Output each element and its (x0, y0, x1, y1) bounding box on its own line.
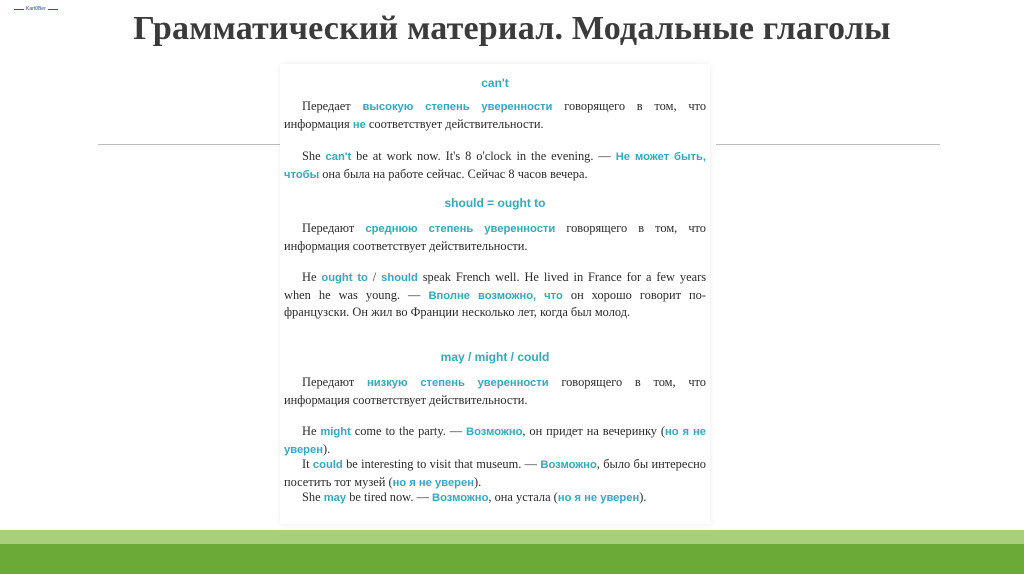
highlight: Возможно (466, 426, 523, 438)
grammar-scan (280, 64, 710, 524)
text: , он придет на вечеринку ( (522, 424, 666, 438)
highlight: но я не уверен (392, 476, 474, 489)
slide-title: Грамматический материал. Модальные глаголы (133, 10, 891, 47)
definition-should (284, 220, 706, 254)
text: Передают (302, 221, 366, 235)
text: ). (474, 474, 482, 489)
highlight: ought to (321, 272, 368, 284)
highlight: низкую степень уверенности (367, 377, 549, 389)
highlight: could (312, 459, 343, 471)
logo-text: Kart0Ber (26, 6, 46, 12)
text: It (302, 457, 313, 471)
text: ). (639, 490, 647, 504)
definition-cant (284, 98, 706, 133)
highlight: Возможно (432, 492, 489, 504)
text: Передает (302, 99, 363, 113)
text: be at work now. It's 8 o'clock in the evening. — (351, 149, 616, 163)
text: Передают (302, 375, 368, 389)
example-might (284, 423, 706, 458)
divider-left (98, 144, 280, 145)
text: , было бы интересно посетить тот музей ( (284, 457, 706, 489)
highlight: can't (325, 151, 352, 163)
example-cant (284, 148, 706, 183)
text: / (367, 270, 382, 284)
example-should (284, 269, 706, 321)
highlight: should (381, 272, 418, 284)
text: She (302, 490, 324, 504)
highlight: не (352, 118, 366, 131)
text: He (302, 424, 321, 438)
section-heading-may: may / might / could (440, 350, 550, 364)
example-may (284, 489, 706, 507)
text: He (302, 270, 322, 284)
text: be interesting to visit that museum. — (342, 457, 541, 471)
text: говорящего в том, что информация соответствует действительности. (284, 375, 707, 407)
text: , она устала ( (488, 490, 558, 504)
example-could (284, 456, 706, 491)
highlight: но я не уверен (557, 492, 640, 504)
divider-right (716, 144, 940, 145)
text: ). (323, 441, 331, 456)
footer-band-light (0, 530, 1024, 544)
text: соответствует действительности. (365, 116, 544, 131)
highlight: may (323, 492, 347, 504)
definition-may (284, 374, 706, 408)
highlight: Вполне возможно, что (428, 289, 563, 302)
highlight: но я не уверен (284, 426, 706, 456)
text: She (302, 149, 326, 163)
text: говорящего в том, что информация соответствует действительности. (284, 221, 707, 253)
text: говорящего в том, что информация (284, 99, 707, 131)
highlight: высокую степень уверенности (362, 101, 553, 113)
section-heading-should: should = ought to (444, 196, 546, 210)
text: be tired now. — (346, 490, 433, 504)
highlight: Не может быть, чтобы (284, 151, 706, 181)
text: come to the party. — (350, 424, 467, 438)
text: она была на работе сейчас. Сейчас 8 часов вечера. (319, 166, 588, 181)
highlight: might (320, 426, 351, 438)
highlight: среднюю степень уверенности (365, 223, 556, 235)
footer-band-dark (0, 544, 1024, 574)
section-heading-cant: can't (481, 76, 509, 90)
highlight: Возможно (540, 459, 597, 471)
text: он хорошо говорит по-французски. Он жил во Франции несколько лет, когда был молод. (284, 287, 707, 319)
text: speak French well. He lived in France for a few years when he was young. — (284, 270, 707, 302)
